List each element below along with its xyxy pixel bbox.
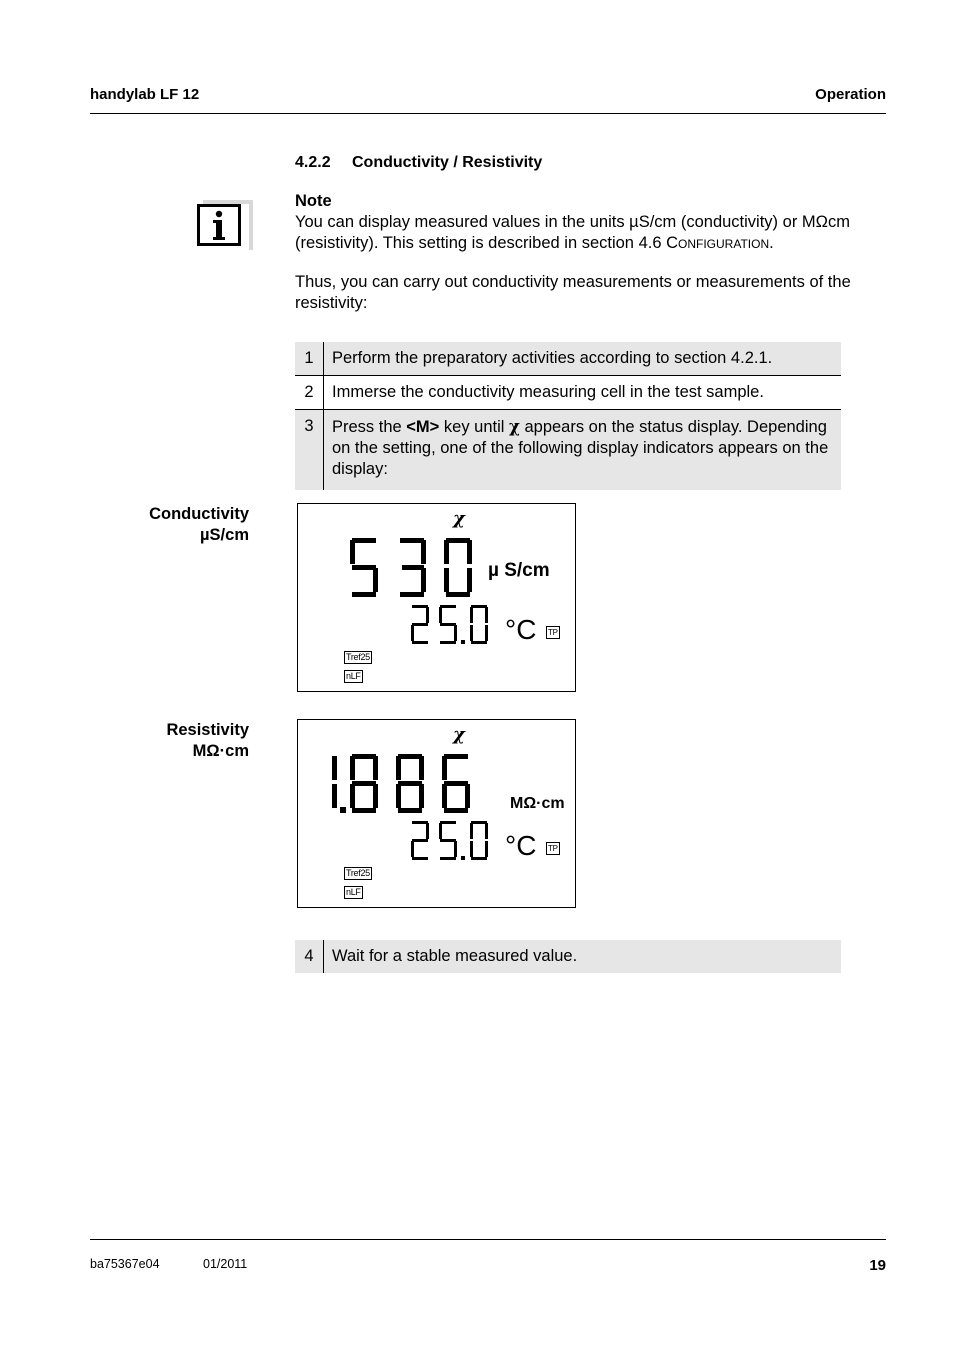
main-value-530 (348, 536, 478, 600)
info-icon (197, 204, 241, 246)
note-text-end: . (769, 234, 774, 252)
footer-doc-id: ba75367e04 (90, 1257, 160, 1271)
m-key-label: <M> (406, 418, 440, 436)
header-rule (90, 113, 886, 114)
lcd-display-resistivity (297, 719, 576, 908)
resistivity-label-unit: MΩ·cm (192, 742, 249, 760)
step-number: 2 (295, 376, 324, 410)
temp-unit-celsius: °C (505, 614, 537, 645)
resistivity-label (100, 720, 249, 762)
section-name: Conductivity / Resistivity (352, 154, 543, 171)
tp-indicator: TP (548, 844, 558, 853)
note-heading: Note (295, 192, 332, 210)
nlf-indicator: nLF (346, 887, 361, 897)
step-number: 4 (295, 940, 324, 973)
configuration-link: Configuration (666, 234, 770, 252)
chi-icon: χ (453, 724, 465, 745)
unit-us-cm: µ S/cm (488, 560, 550, 581)
table-row (295, 410, 841, 491)
tref25-indicator: Tref25 (346, 868, 370, 878)
table-row (295, 342, 841, 376)
seven-segment-digits (350, 538, 472, 597)
table-row (295, 376, 841, 410)
note-block (295, 191, 887, 254)
table-row (295, 940, 841, 973)
temperature-value (410, 820, 494, 862)
conductivity-label (100, 504, 249, 546)
note-text-body: You can display measured values in the units µS/cm (conductivity) or MΩcm (resistivity). This setting is described in section 4.6 (295, 213, 850, 252)
step-number: 1 (295, 342, 324, 376)
note-text (295, 212, 887, 254)
step-text: Perform the preparatory activities according to section 4.2.1. (324, 342, 842, 376)
footer-date: 01/2011 (203, 1257, 248, 1271)
footer-rule (90, 1239, 886, 1240)
chi-symbol: χ (509, 417, 520, 436)
unit-mohm-cm: MΩ·cm (510, 795, 565, 812)
step-text-part: appears on the status display. Depending on the setting, one of the following display indicators appears on the display: (332, 418, 829, 478)
conductivity-label-unit: µS/cm (200, 526, 249, 544)
temperature-value (410, 604, 494, 646)
intro-paragraph: Thus, you can carry out conductivity measurements or measurements of the resistivity: (295, 273, 851, 312)
section-title (295, 154, 542, 172)
step-number: 3 (295, 410, 324, 491)
nlf-indicator: nLF (346, 671, 361, 681)
steps-table (295, 342, 841, 490)
step-text-part: Press the (332, 418, 407, 436)
steps-table-final (295, 940, 841, 973)
seven-segment-digits (332, 754, 470, 813)
step-text-part: key until (439, 418, 510, 436)
tp-indicator: TP (548, 628, 558, 637)
seven-segment-temp-digits (411, 821, 488, 860)
seven-segment-temp-digits (411, 605, 488, 644)
lcd-display-conductivity (297, 503, 576, 692)
header-title: handylab LF 12 (90, 86, 200, 103)
step-text: Wait for a stable measured value. (332, 947, 578, 965)
temp-unit-celsius: °C (505, 830, 537, 861)
page-number: 19 (869, 1257, 886, 1274)
resistivity-label-title: Resistivity (166, 721, 249, 739)
tref25-indicator: Tref25 (346, 652, 370, 662)
chi-icon: χ (453, 508, 465, 529)
step-text (324, 410, 842, 491)
header-section: Operation (815, 86, 886, 103)
conductivity-label-title: Conductivity (149, 505, 249, 523)
section-number: 4.2.2 (295, 154, 331, 171)
main-value-1886 (328, 752, 478, 816)
step-text: Immerse the conductivity measuring cell in the test sample. (324, 376, 842, 410)
